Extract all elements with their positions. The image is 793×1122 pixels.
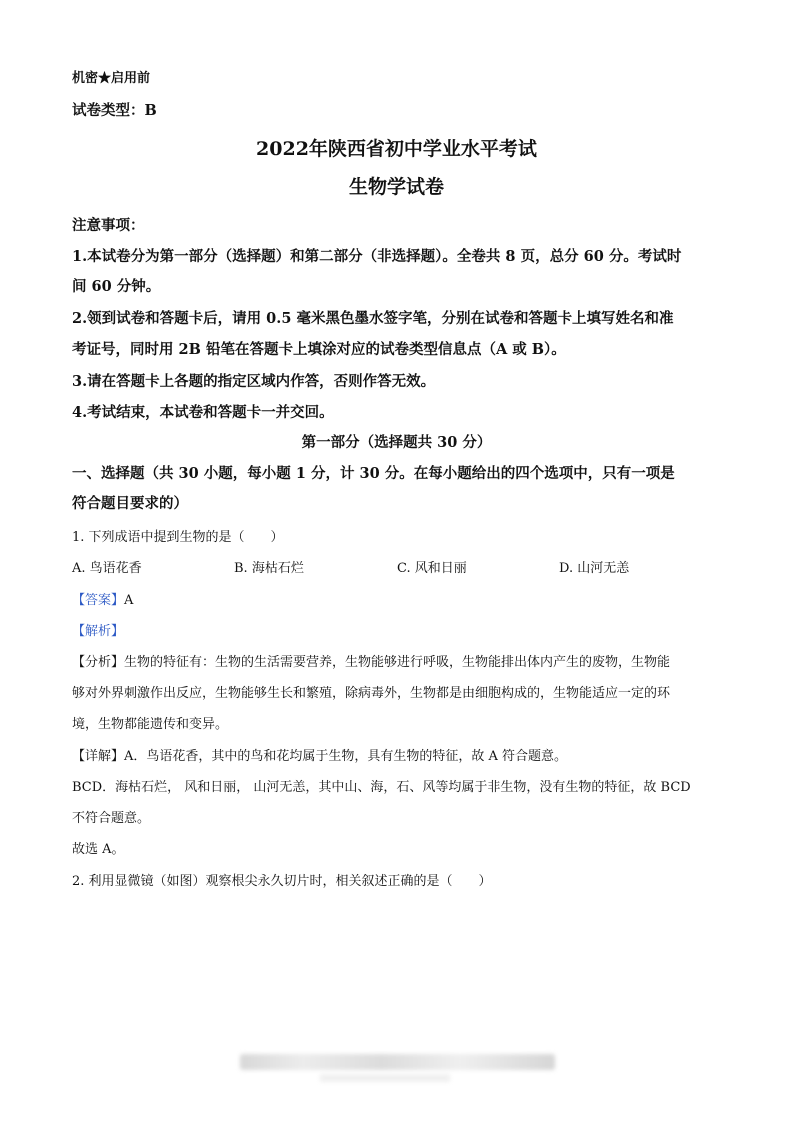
xiangjie-line-1 — [72, 745, 567, 764]
conclusion: 故选 A。 — [72, 842, 125, 857]
analysis-tag: 【解析】 — [72, 624, 125, 639]
answer-row — [72, 589, 133, 608]
note-1-line-2: 间 60 分钟。 — [72, 278, 161, 295]
question-2-stem: 2. 利用显微镜（如图）观察根尖永久切片时，相关叙述正确的是（ ） — [72, 874, 492, 889]
blurred-footer-watermark-2 — [320, 1074, 450, 1082]
xiangjie-text-1: A．鸟语花香，其中的鸟和花均属于生物，具有生物的特征，故 A 符合题意。 — [124, 749, 568, 764]
xiangjie-tag: 【详解】 — [72, 749, 125, 764]
confidential-label: 机密★启用前 — [72, 71, 151, 86]
fenxi-line-2: 够对外界刺激作出反应，生物能够生长和繁殖，除病毒外，生物都是由细胞构成的，生物能适应一定的环 — [72, 686, 671, 701]
fenxi-line-3: 境，生物都能遗传和变异。 — [72, 717, 229, 732]
section-heading-line-1: 一、选择题（共 30 小题，每小题 1 分，计 30 分。在每小题给出的四个选项中，只有一项是 — [72, 465, 675, 482]
note-1-line-1: 1.本试卷分为第一部分（选择题）和第二部分（非选择题）。全卷共 8 页，总分 60 分。考试时 — [72, 248, 682, 265]
notes-heading: 注意事项： — [72, 217, 145, 234]
question-1-option-b: B. 海枯石烂 — [234, 561, 304, 576]
question-1-stem: 1. 下列成语中提到生物的是（ ） — [72, 530, 284, 545]
section-heading-line-2: 符合题目要求的） — [72, 495, 188, 512]
paper-type-label: 试卷类型：B — [72, 102, 157, 119]
question-1-option-c: C. 风和日丽 — [397, 561, 467, 576]
fenxi-text-1: 生物的特征有：生物的生活需要营养，生物能够进行呼吸，生物能排出体内产生的废物，生物能 — [124, 655, 671, 670]
fenxi-line-1 — [72, 651, 670, 670]
fenxi-tag: 【分析】 — [72, 655, 125, 670]
exam-title: 2022年陕西省初中学业水平考试 — [256, 138, 537, 160]
blurred-footer-watermark — [240, 1054, 555, 1070]
note-2-line-1: 2.领到试卷和答题卡后，请用 0.5 毫米黑色墨水签字笔，分别在试卷和答题卡上填写姓名和准 — [72, 310, 674, 327]
question-1-option-d: D. 山河无恙 — [559, 561, 630, 576]
note-3: 3.请在答题卡上各题的指定区域内作答，否则作答无效。 — [72, 373, 436, 390]
note-2-line-2: 考证号，同时用 2B 铅笔在答题卡上填涂对应的试卷类型信息点（A 或 B）。 — [72, 341, 566, 358]
xiangjie-line-3: 不符合题意。 — [72, 811, 151, 826]
xiangjie-line-2: BCD．海枯石烂， 风和日丽， 山河无恙，其中山、海，石、风等均属于非生物，没有生物的特征，故 BCD — [72, 780, 691, 795]
note-4: 4.考试结束，本试卷和答题卡一并交回。 — [72, 404, 334, 421]
part-one-heading: 第一部分（选择题共 30 分） — [301, 434, 492, 451]
answer-value: A — [124, 593, 134, 608]
answer-tag: 【答案】 — [72, 593, 125, 608]
question-1-option-a: A. 鸟语花香 — [72, 561, 142, 576]
exam-subtitle: 生物学试卷 — [348, 176, 444, 198]
